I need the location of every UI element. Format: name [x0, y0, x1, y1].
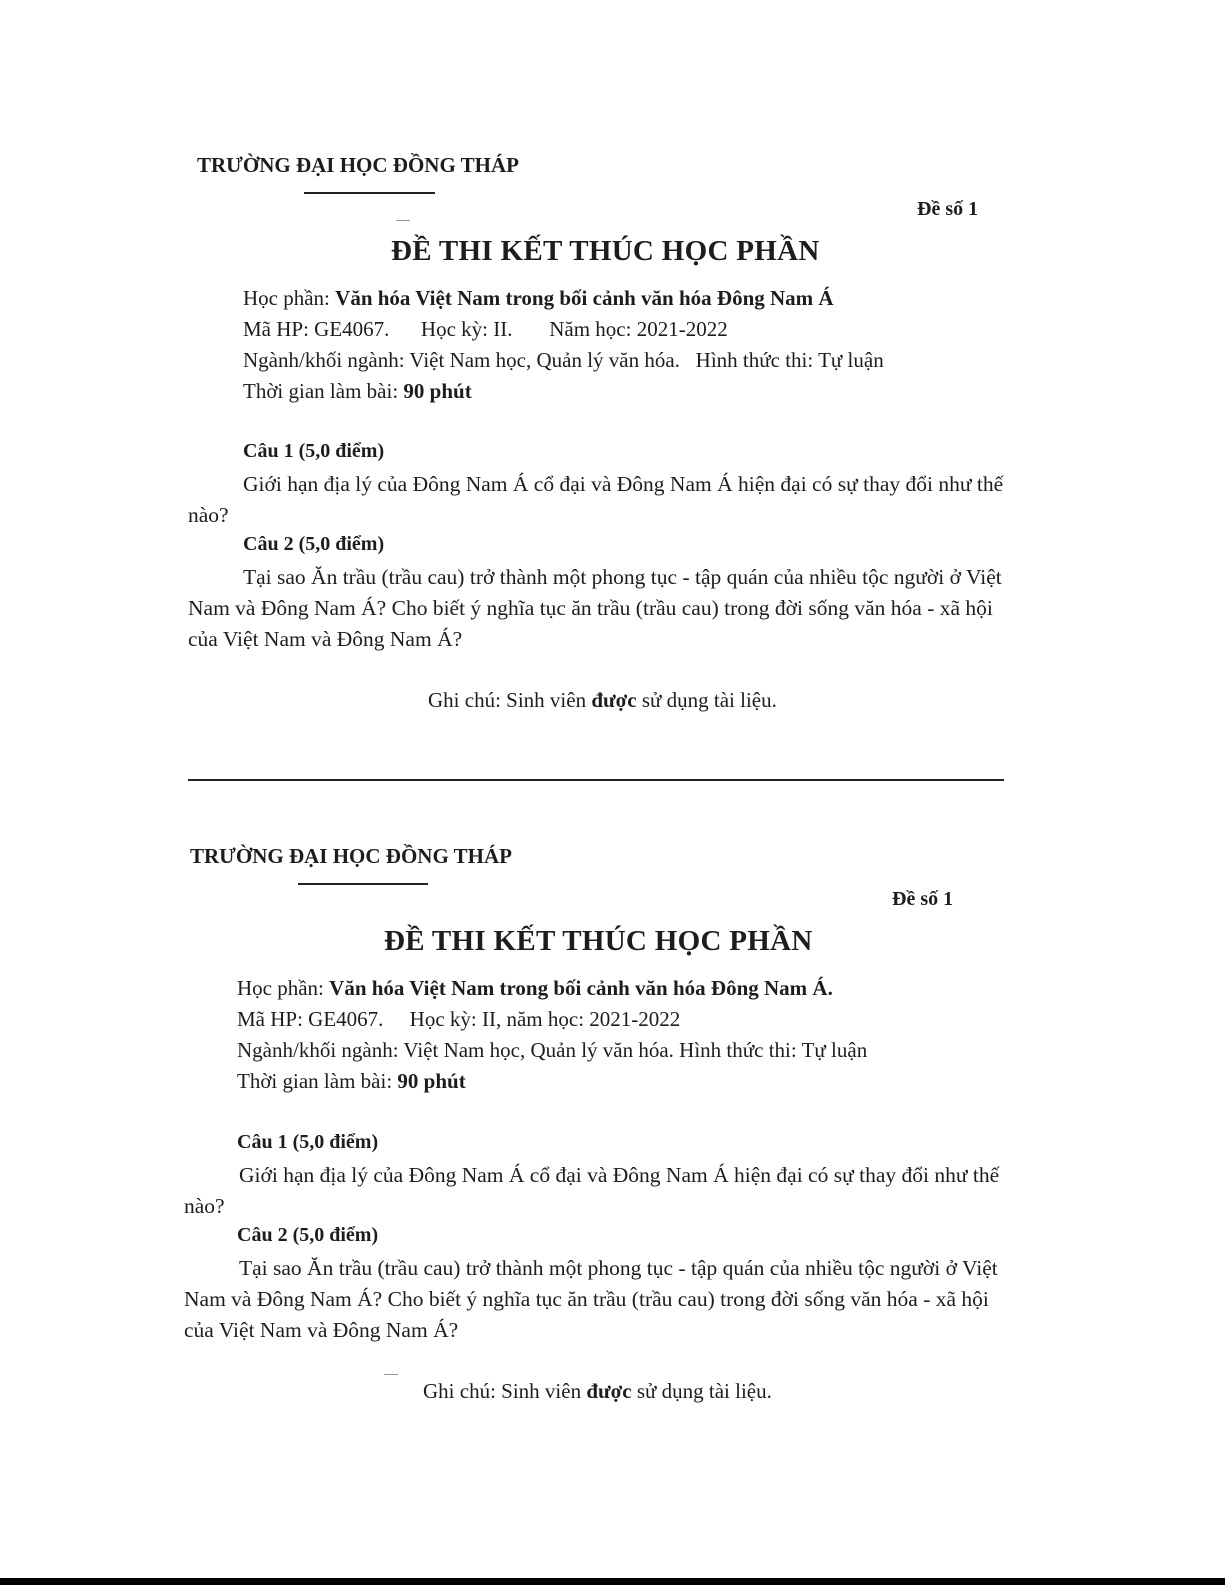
question-1-text	[188, 469, 1008, 531]
course-label: Học phần:	[243, 286, 336, 310]
note-prefix: Ghi chú: Sinh viên	[428, 688, 592, 712]
major-line: Ngành/khối ngành: Việt Nam học, Quản lý văn hóa. Hình thức thi: Tự luận	[243, 348, 884, 372]
course-code-line: Mã HP: GE4067. Học kỳ: II, năm học: 2021-2022	[237, 1007, 681, 1031]
note-bold: được	[591, 688, 637, 712]
school-name: TRƯỜNG ĐẠI HỌC ĐỒNG THÁP	[190, 844, 513, 868]
school-name: TRƯỜNG ĐẠI HỌC ĐỒNG THÁP	[197, 153, 520, 177]
question-1-heading: Câu 1 (5,0 điểm)	[243, 440, 385, 462]
note-line	[428, 688, 777, 713]
scan-speck	[396, 220, 410, 221]
major-line: Ngành/khối ngành: Việt Nam học, Quản lý văn hóa. Hình thức thi: Tự luận	[237, 1038, 868, 1062]
time-label: Thời gian làm bài:	[237, 1069, 398, 1093]
exam-number: Đề số 1	[917, 198, 979, 220]
note-bold: được	[586, 1379, 632, 1403]
course-name: Văn hóa Việt Nam trong bối cảnh văn hóa Đông Nam Á.	[329, 976, 833, 1000]
scan-speck	[384, 1374, 398, 1375]
note-suffix: sử dụng tài liệu.	[631, 1379, 772, 1403]
question-1-text	[184, 1160, 1004, 1222]
school-underline	[298, 883, 428, 885]
question-2-body: Tại sao Ăn trầu (trầu cau) trở thành một phong tục - tập quán của nhiều tộc người ở Việt Nam và Đông Nam Á? Cho biết ý nghĩa tục ăn trầu (trầu cau) trong đời sống văn hóa - xã hội của Việt Nam và Đông Nam Á?	[184, 1256, 998, 1342]
section-separator	[188, 779, 1004, 781]
time-line	[237, 1069, 466, 1094]
question-2-heading: Câu 2 (5,0 điểm)	[243, 533, 385, 555]
course-label: Học phần:	[237, 976, 330, 1000]
question-1-body: Giới hạn địa lý của Đông Nam Á cổ đại và Đông Nam Á hiện đại có sự thay đổi như thế nào?	[184, 1163, 1000, 1218]
note-suffix: sử dụng tài liệu.	[636, 688, 777, 712]
scan-bottom-edge	[0, 1578, 1225, 1585]
time-line	[243, 379, 472, 404]
question-2-text	[184, 1253, 1004, 1346]
time-value: 90 phút	[397, 1069, 466, 1093]
question-2-text	[188, 562, 1008, 655]
question-2-heading: Câu 2 (5,0 điểm)	[237, 1224, 379, 1246]
question-2-body: Tại sao Ăn trầu (trầu cau) trở thành một phong tục - tập quán của nhiều tộc người ở Việt Nam và Đông Nam Á? Cho biết ý nghĩa tục ăn trầu (trầu cau) trong đời sống văn hóa - xã hội của Việt Nam và Đông Nam Á?	[188, 565, 1002, 651]
question-1-body: Giới hạn địa lý của Đông Nam Á cổ đại và Đông Nam Á hiện đại có sự thay đổi như thế nào?	[188, 472, 1004, 527]
exam-title: ĐỀ THI KẾT THÚC HỌC PHẦN	[391, 235, 820, 267]
exam-number: Đề số 1	[892, 888, 954, 910]
note-prefix: Ghi chú: Sinh viên	[423, 1379, 587, 1403]
course-code-line: Mã HP: GE4067. Học kỳ: II. Năm học: 2021-2022	[243, 317, 728, 341]
course-line	[237, 976, 833, 1001]
time-label: Thời gian làm bài:	[243, 379, 404, 403]
school-underline	[304, 192, 435, 194]
time-value: 90 phút	[403, 379, 472, 403]
exam-title: ĐỀ THI KẾT THÚC HỌC PHẦN	[384, 925, 813, 957]
course-line	[243, 286, 834, 311]
question-1-heading: Câu 1 (5,0 điểm)	[237, 1131, 379, 1153]
note-line	[423, 1379, 772, 1404]
course-name: Văn hóa Việt Nam trong bối cảnh văn hóa Đông Nam Á	[335, 286, 834, 310]
